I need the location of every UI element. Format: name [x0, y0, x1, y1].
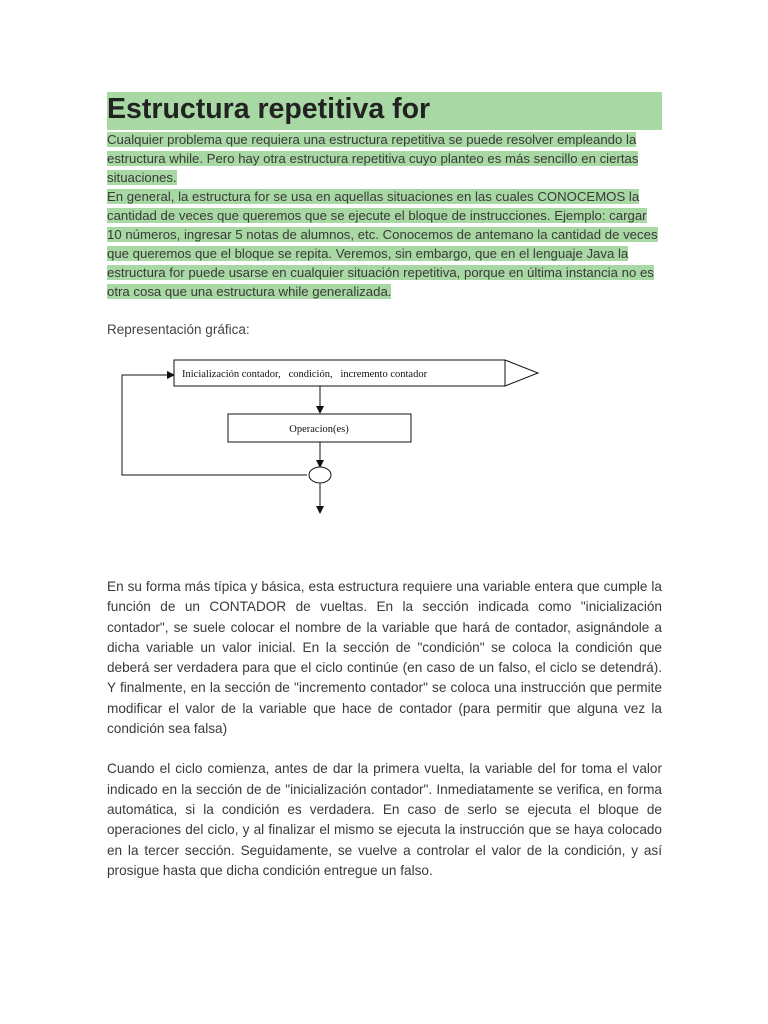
intro-paragraph-1-text: Cualquier problema que requiera una estructura repetitiva se puede resolver empleando la estructura while. Pero hay otra estructura repetitiva cuyo planteo es más sencillo en ciertas situaciones. — [107, 132, 639, 185]
page-title: Estructura repetitiva for — [107, 92, 662, 130]
operation-box-label: Operacion(es) — [289, 424, 349, 435]
decision-circle — [309, 467, 331, 483]
body-paragraph-2: Cuando el ciclo comienza, antes de dar la primera vuelta, la variable del for toma el valor indicado en la sección de de "inicialización contador". Inmediatamente se verifica, en forma automática, si la condición es verdadera. En caso de serlo se ejecuta el bloque de operaciones del ciclo, y al finalizar el mismo se ejecuta la instrucción que se haya colocado en la tercer sección. Seguidamente, se vuelve a controlar el valor de la condición, y así prosigue hasta que dicha condición entregue un falso. — [107, 761, 662, 878]
intro-paragraph-1 — [107, 130, 662, 187]
for-flowchart — [107, 353, 567, 543]
body-paragraph-1: En su forma más típica y básica, esta estructura requiere una variable entera que cumple la función de un CONTADOR de vueltas. En la sección indicada como "inicialización contador", se suele colocar el nombre de la variable que hará de contador, asignándole a dicha variable un valor inicial. En la sección de "condición" se coloca la condición que deberá ser verdadera para que el ciclo continúe (en caso de un falso, el ciclo se detendrá). Y finalmente, en la sección de "incremento contador" se coloca una instrucción que permite modificar el valor de la variable que hace de contador (para permitir que alguna vez la condición sea falsa) — [107, 579, 662, 737]
intro-paragraph-2-text: En general, la estructura for se usa en aquellas situaciones en las cuales CONOCEMOS la cantidad de veces que queremos que se ejecute el bloque de instrucciones. Ejemplo: cargar 10 números, ingresar 5 notas de alumnos, etc. Conocemos de antemano la cantidad de veces que queremos que el bloque se repita. Veremos, sin embargo, que en el lenguaje Java la estructura for puede usarse en cualquier situación repetitiva, porque en última instancia no es otra cosa que una estructura while generalizada. — [107, 189, 658, 299]
diagram-caption: Representación gráfica: — [107, 322, 250, 337]
header-box-label: Inicialización contador, condición, incremento contador — [182, 369, 428, 380]
document-page — [107, 92, 662, 881]
intro-paragraph-2 — [107, 187, 662, 301]
flowchart-svg — [107, 353, 567, 543]
